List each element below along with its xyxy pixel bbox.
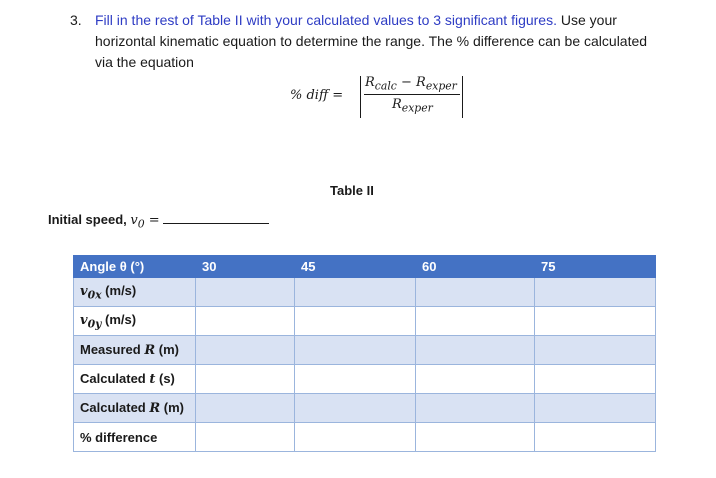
table-row	[74, 278, 656, 307]
table-cell-input[interactable]	[295, 394, 416, 423]
table-cell-input[interactable]	[416, 423, 535, 452]
initial-speed-line	[48, 211, 269, 231]
formula-numerator: $R_{calc} - R_{exper}$	[365, 75, 457, 93]
header-angle-75: 75	[535, 256, 656, 278]
table-cell-input[interactable]	[295, 423, 416, 452]
header-angle-label: Angle θ (°)	[74, 256, 196, 278]
table-header-row	[74, 256, 656, 278]
table-row	[74, 307, 656, 336]
table-cell-input[interactable]	[535, 365, 656, 394]
table-cell-input[interactable]	[196, 423, 295, 452]
question-text	[95, 10, 655, 73]
header-angle-45: 45	[295, 256, 416, 278]
table-row	[74, 336, 656, 365]
table-row	[74, 394, 656, 423]
header-angle-30: 30	[196, 256, 295, 278]
row-label: $v_{0y}$ (m/s)	[74, 307, 196, 336]
table-cell-input[interactable]	[196, 307, 295, 336]
abs-bar-right	[462, 76, 463, 118]
table-cell-input[interactable]	[416, 336, 535, 365]
table-cell-input[interactable]	[196, 278, 295, 307]
table-cell-input[interactable]	[535, 423, 656, 452]
formula-lhs: % diff =	[290, 88, 344, 103]
header-angle-60: 60	[416, 256, 535, 278]
table-row	[74, 423, 656, 452]
table-row	[74, 365, 656, 394]
initial-speed-blank[interactable]	[163, 211, 269, 224]
table-cell-input[interactable]	[196, 394, 295, 423]
table-cell-input[interactable]	[196, 336, 295, 365]
table-cell-input[interactable]	[535, 278, 656, 307]
table-cell-input[interactable]	[416, 394, 535, 423]
row-label: Measured R (m)	[74, 336, 196, 365]
table-cell-input[interactable]	[416, 365, 535, 394]
formula-denominator: $R_{exper}$	[392, 97, 433, 115]
fraction-bar	[364, 94, 460, 95]
abs-bar-left	[360, 76, 361, 118]
table-cell-input[interactable]	[416, 307, 535, 336]
table-title: Table II	[330, 183, 374, 198]
table-cell-input[interactable]	[535, 336, 656, 365]
table-cell-input[interactable]	[295, 336, 416, 365]
table-cell-input[interactable]	[196, 365, 295, 394]
table-cell-input[interactable]	[295, 307, 416, 336]
initial-speed-symbol: $v_0$ =	[130, 213, 160, 231]
question-number: 3.	[70, 12, 82, 28]
table-ii	[73, 255, 656, 452]
initial-speed-label: Initial speed,	[48, 212, 131, 227]
table-cell-input[interactable]	[295, 365, 416, 394]
table-cell-input[interactable]	[416, 278, 535, 307]
table-cell-input[interactable]	[535, 394, 656, 423]
question-instruction-rest: Use your horizontal kinematic equation to determine the range. The % difference can be calculated via the equation	[95, 12, 648, 70]
row-label: Calculated R (m)	[74, 394, 196, 423]
row-label: $v_{0x}$ (m/s)	[74, 278, 196, 307]
table-cell-input[interactable]	[535, 307, 656, 336]
table-cell-input[interactable]	[295, 278, 416, 307]
row-label: % difference	[74, 423, 196, 452]
row-label: Calculated t (s)	[74, 365, 196, 394]
question-instruction-highlight: Fill in the rest of Table II with your calculated values to 3 significant figures.	[95, 12, 557, 28]
